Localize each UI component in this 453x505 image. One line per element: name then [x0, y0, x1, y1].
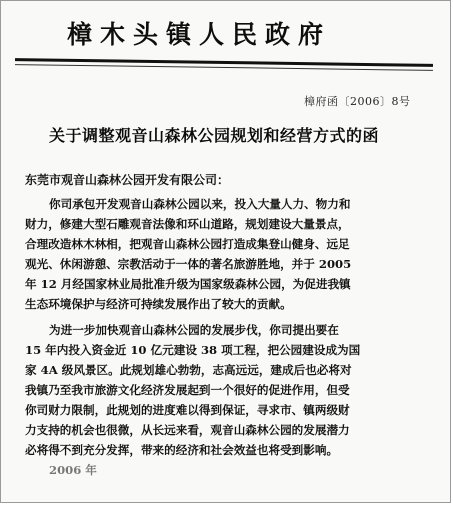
text-line: 15 年内投入资金近 10 亿元建设 38 项工程，把公园建设成为国: [25, 343, 361, 357]
document-title: 关于调整观音山森林公园规划和经营方式的函: [49, 126, 380, 145]
letterhead: 樟木头镇人民政府: [67, 20, 332, 49]
text-line: 财力，修建大型石雕观音法像和环山道路，规划建设大量景点，: [25, 217, 350, 231]
cut-off-line: 2006 年: [49, 463, 97, 477]
text-line: 观光、休闲游憩、宗教活动于一体的著名旅游胜地，并于 2005: [25, 257, 352, 271]
text-line: 生态环境保护与经济可持续发展作出了较大的贡献。: [25, 297, 292, 311]
text-line: 你司财力限制，此规划的进度难以得到保证，寻求市、镇两级财: [25, 403, 350, 417]
letter-body: [25, 194, 429, 480]
text-line: 我镇乃至我市旅游文化经济发展起到一个很好的促进作用，但受: [25, 383, 350, 397]
document-number: 樟府函〔2006〕8号: [304, 95, 411, 108]
text-line: 为进一步加快观音山森林公园的发展步伐，你司提出要在: [49, 323, 339, 337]
text-line: 必将得不到充分发挥，带来的经济和社会效益也将受到影响。: [25, 443, 339, 457]
salutation: 东莞市观音山森林公园开发有限公司：: [25, 173, 230, 187]
text-line: 你司承包开发观音山森林公园以来，投入大量人力、物力和: [49, 197, 351, 211]
text-line: 合理改造林木林相，把观音山森林公园打造成集登山健身、远足: [25, 237, 350, 251]
text-line: 家 4A 级风景区。此规划雄心勃勃，志高远远，建成后也必将对: [25, 363, 352, 377]
text-line: 力支持的机会也很微，从长远来看，观音山森林公园的发展潜力: [25, 423, 350, 437]
text-line: 年 12 月经国家林业局批准升级为国家级森林公园，为促进我镇: [25, 277, 351, 291]
paragraph-1: [25, 194, 429, 314]
paragraph-2: [25, 320, 429, 460]
